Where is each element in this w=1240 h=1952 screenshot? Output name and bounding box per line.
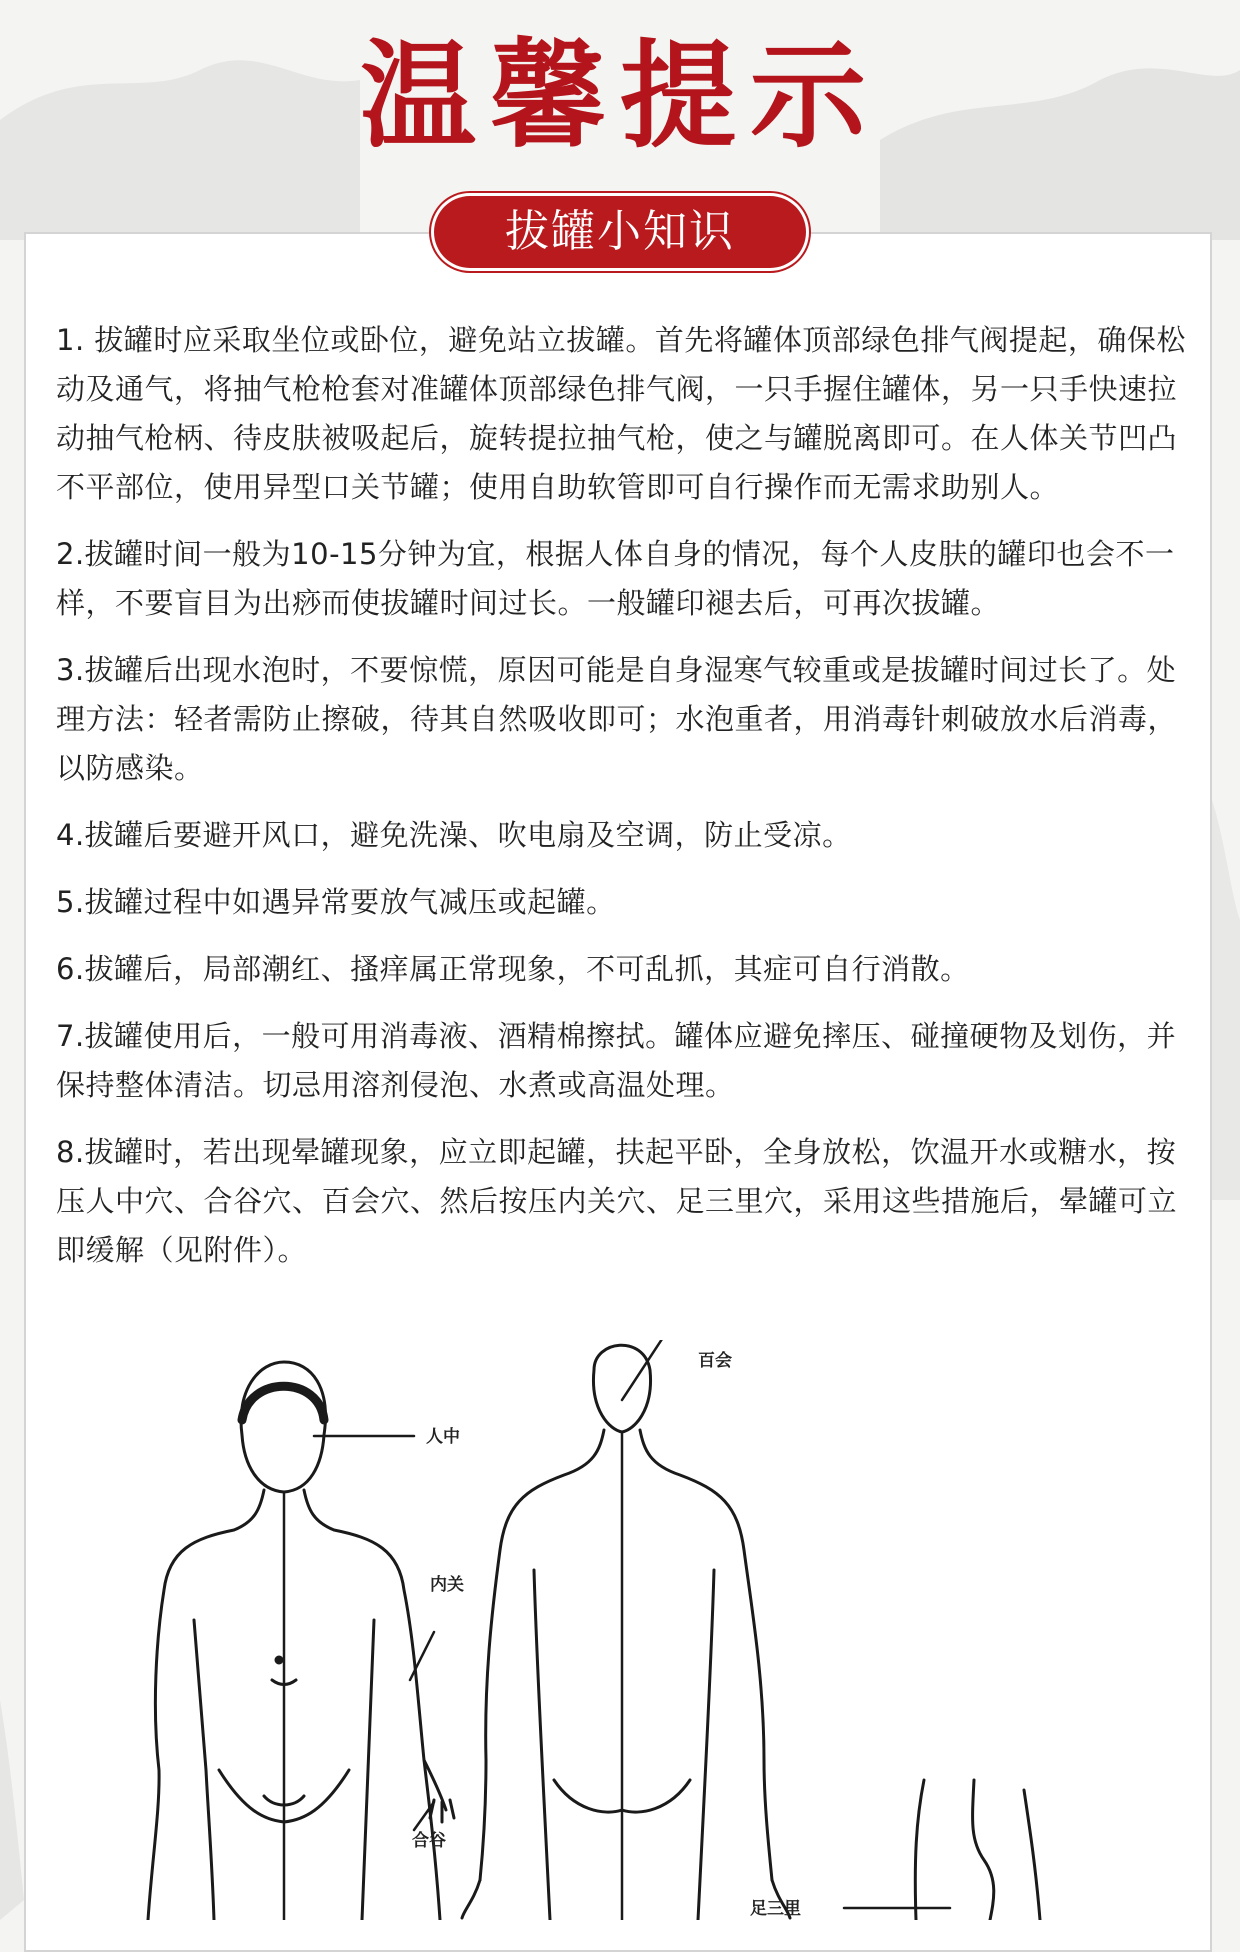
acupoint-diagram xyxy=(124,1340,1124,1920)
tip-item-8: 8.拔罐时，若出现晕罐现象，应立即起罐，扶起平卧，全身放松，饮温开水或糖水，按压人中穴、合谷穴、百会穴、然后按压内关穴、足三里穴，采用这些措施后，晕罐可立即缓解（见附件）。 xyxy=(56,1135,1178,1267)
section-badge: 拔罐小知识 xyxy=(434,196,806,268)
tips-list xyxy=(56,316,1192,1293)
tip-item-4: 4.拔罐后要避开风口，避免洗澡、吹电扇及空调，防止受凉。 xyxy=(56,818,852,852)
tip-item-3: 3.拔罐后出现水泡时，不要惊慌，原因可能是自身湿寒气较重或是拔罐时间过长了。处理方法：轻者需防止擦破，待其自然吸收即可；水泡重者，用消毒针刺破放水后消毒，以防感染。 xyxy=(56,653,1178,785)
label-baihui: 百会 xyxy=(698,1351,732,1371)
tip-item-6: 6.拔罐后，局部潮红、搔痒属正常现象，不可乱抓，其症可自行消散。 xyxy=(56,952,970,986)
leg-detail-figure xyxy=(844,1780,1040,1920)
tip-item-5: 5.拔罐过程中如遇异常要放气减压或起罐。 xyxy=(56,885,616,919)
back-body-figure xyxy=(462,1340,790,1920)
label-renzhong: 人中 xyxy=(426,1427,460,1447)
label-zusanli: 足三里 xyxy=(750,1899,801,1919)
tip-item-2: 2.拔罐时间一般为10-15分钟为宜，根据人体自身的情况，每个人皮肤的罐印也会不一样，不要盲目为出痧而使拔罐时间过长。一般罐印褪去后，可再次拔罐。 xyxy=(56,537,1175,620)
front-body-figure xyxy=(148,1362,454,1920)
label-hegu: 合谷 xyxy=(412,1831,446,1851)
tip-item-7: 7.拔罐使用后，一般可用消毒液、酒精棉擦拭。罐体应避免摔压、碰撞硬物及划伤，并保持整体清洁。切忌用溶剂侵泡、水煮或高温处理。 xyxy=(56,1019,1177,1102)
tip-item-1: 1. 拔罐时应采取坐位或卧位，避免站立拔罐。首先将罐体顶部绿色排气阀提起，确保松动及通气，将抽气枪枪套对准罐体顶部绿色排气阀，一只手握住罐体，另一只手快速拉动抽气枪柄、待皮肤被吸起后，旋转提拉抽气枪，使之与罐脱离即可。在人体关节凹凸不平部位，使用异型口关节罐；使用自助软管即可自行操作而无需求助别人。 xyxy=(56,323,1186,504)
page-title: 温馨提示 xyxy=(360,28,880,164)
label-neiguan: 内关 xyxy=(430,1575,464,1595)
